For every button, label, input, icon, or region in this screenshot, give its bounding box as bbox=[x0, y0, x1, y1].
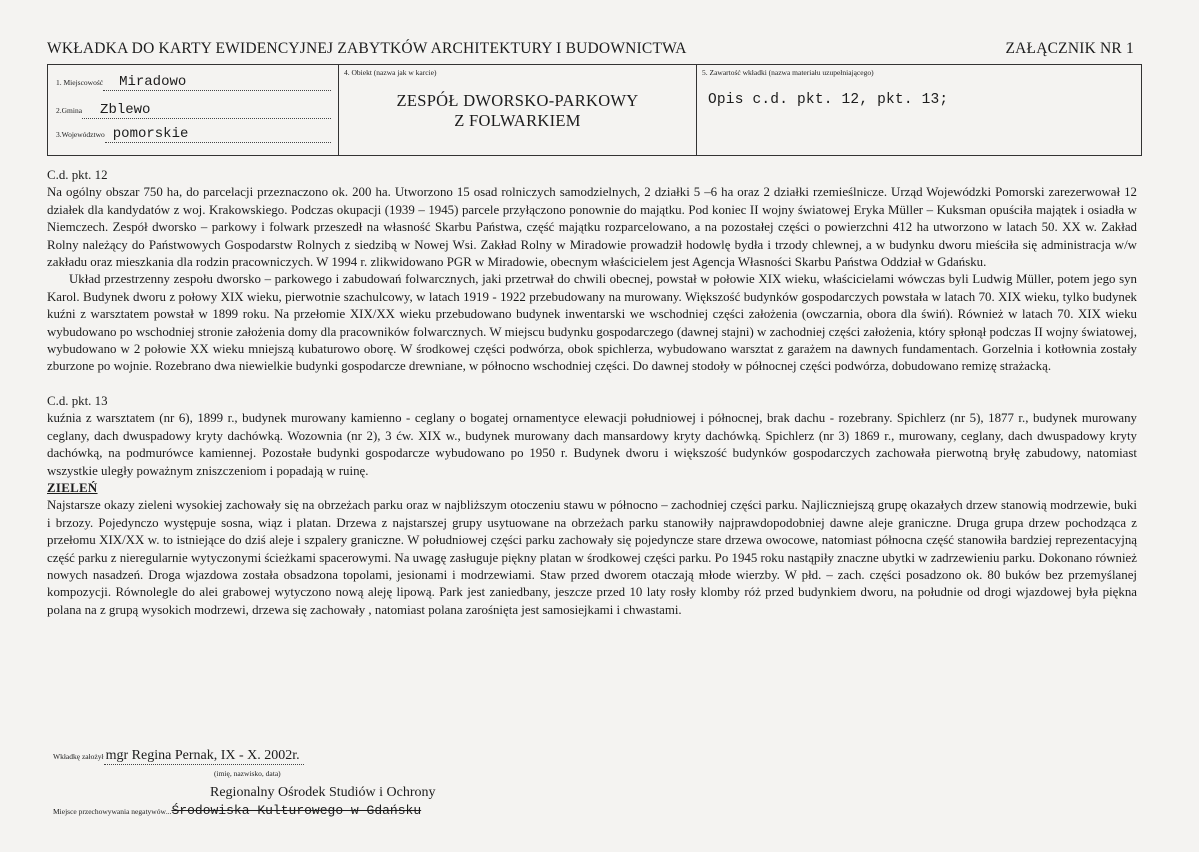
gmina-value: Zblewo bbox=[82, 103, 331, 119]
location-column bbox=[48, 65, 339, 155]
gmina-label: 2.Gmina bbox=[56, 106, 83, 115]
zielen-paragraph: Najstarsze okazy zieleni wysokiej zachowały się na obrzeżach parku oraz w najbliższym otoczeniu stawu w północno – zachodniej części parku. Najliczniejszą grupę okazałych drzew stanowią modrzewie, buki i brzozy. Pojedynczo występuje sosna, wiąz i platan. Drzewa z najstarszej grupy usytuowane na obrzeżach parku stanowiły najprawdopodobniej dawne aleje graniczne. Druga grupa drzew pochodząca z przełomu XIX/XX w. to istniejące do dziś aleje i szpalery graniczne. W południowej części parku zachowały się pojedyncze stare drzewa owocowe, natomiast północna część stanowiła bardziej reprezentacyjną część parku z nieregularnie wytyczonymi ścieżkami spacerowymi. Na uwagę zasługuje piękny platan w środkowej części parku. Po 1945 roku nastąpiły znaczne ubytki w zadrzewieniu parku. Dokonano również nowych nasadzeń. Droga wjazdowa została obsadzona topolami, jesionami i modrzewiami. Staw przed dworem otaczają młode wierzby. W płd. – zach. części posadzono ok. 80 buków bez przemyślanej kompozycji. Równolegle do alei grabowej wytyczono nową aleję lipową. Park jest zaniedbany, jeszcze przed 10 laty rosły klomby róż przed budynkiem dworu, na południe od drogi wjazdowej była piękna polana na z grupą wysokich modrzewi, drzewa się zachowały , natomiast polana zarośnięta jest samosiejkami i chwastami. bbox=[47, 498, 1137, 617]
miejscowosc-value: Miradowo bbox=[103, 75, 331, 91]
author-caption: (imię, nazwisko, data) bbox=[214, 769, 281, 778]
section12-heading: C.d. pkt. 12 bbox=[47, 168, 108, 182]
section12-paragraph1: Na ogólny obszar 750 ha, do parcelacji przeznaczono ok. 200 ha. Utworzono 15 osad rolniczych samodzielnych, 2 działki 5 –6 ha oraz 2 działki rzemieślnicze. Urząd Wojewódzki Pomorski zarezerwował 12 działek dla kandydatów z woj. Krakowskiego. Podczas okupacji (1939 – 1945) parcele przyłączono ponownie do majątku. Pod koniec II wojny światowej Eryka Müller – Kuksman opuściła majątek i osiadła w Niemczech. Zespół dworsko – parkowy i folwark przeszedł na własność Skarbu Państwa, część majątku rozparcelowano, a na pozostałej części o powierzchni 412 ha utworzono w latach 50. XX w. Zakład Rolny należący do Państwowych Gospodarstw Rolnych z siedzibą w Nowej Wsi. Zakład Rolny w Miradowie prowadził hodowlę bydła i trzody chlewnej, a w budynku dworu mieściła się administracja w/w zakładu oraz mieszkania dla rodzin pracowniczych. W 1994 r. zlikwidowano PGR w Miradowie, obecnym właścicielem jest Agencja Własności Skarbu Państwa Oddział w Gdańsku. bbox=[47, 185, 1137, 270]
document-header bbox=[47, 40, 1144, 58]
appendix-number: ZAŁĄCZNIK NR 1 bbox=[1005, 40, 1134, 57]
miejscowosc-label: 1. Miejscowość bbox=[56, 78, 104, 87]
section-gap bbox=[47, 376, 1137, 393]
wojewodztwo-value: pomorskie bbox=[105, 127, 331, 143]
storage-leader: ... bbox=[165, 807, 172, 816]
section13-paragraph1: kuźnia z warsztatem (nr 6), 1899 r., budynek murowany kamienno - ceglany o bogatej ornamentyce elewacji południowej i północnej, brak dachu - rozebrany. Spichlerz (nr 5), 1877 r., budynek murowany ceglany, dach dwuspadowy kryty dachówką. Wozownia (nr 2), 3 ćw. XIX w., budynek murowany dach mansardowy kryty dachówką. Spichlerz (nr 3) 1869 r., murowany, ceglany, dach dwuspadowy kryty dachówką, na podmurówce kamiennej. Pozostałe budynki gospodarcze wybudowano po 1950 r. Budynek dworu i większość budynków gospodarczych zachowała pierwotną bryłę zabudowy, natomiast wszystkie uległy poważnym zniszczeniom i popadają w ruinę. bbox=[47, 411, 1137, 478]
gmina-field bbox=[56, 103, 331, 119]
wojewodztwo-label: 3.Województwo bbox=[56, 130, 105, 139]
author-value: mgr Regina Pernak, IX - X. 2002r. bbox=[104, 748, 304, 765]
object-name-line1: ZESPÓŁ DWORSKO-PARKOWY bbox=[396, 91, 639, 110]
document-body bbox=[47, 167, 1137, 619]
section13-heading: C.d. pkt. 13 bbox=[47, 393, 108, 408]
contents-column bbox=[697, 65, 1141, 155]
zielen-heading: ZIELEŃ bbox=[47, 480, 98, 495]
storage-label: Miejsce przechowywania negatywów bbox=[53, 807, 166, 816]
miejscowosc-field bbox=[56, 75, 331, 91]
author-field bbox=[53, 748, 304, 765]
contents-label: 5. Zawartość wkładki (nazwa materiału uzupełniającego) bbox=[702, 68, 874, 77]
wojewodztwo-field bbox=[56, 127, 331, 143]
object-name bbox=[339, 91, 696, 131]
object-column bbox=[339, 65, 697, 155]
author-label: Wkładkę założył bbox=[53, 752, 104, 761]
storage-field bbox=[53, 803, 421, 818]
institution-line2: Środowiska Kulturowego w Gdańsku bbox=[171, 803, 422, 818]
document-title: WKŁADKA DO KARTY EWIDENCYJNEJ ZABYTKÓW ARCHITEKTURY I BUDOWNICTWA bbox=[47, 40, 687, 57]
object-name-line2: Z FOLWARKIEM bbox=[454, 111, 581, 130]
header-table bbox=[47, 64, 1142, 156]
section12-paragraph2: Układ przestrzenny zespołu dworsko – parkowego i zabudowań folwarcznych, jaki przetrwał do chwili obecnej, powstał w połowie XIX wieku, właścicielami wówczas byli Ludwig Müller, potem jego syn Karol. Budynek dworu z połowy XIX wieku, pierwotnie szachulcowy, w latach 1919 - 1922 przebudowany na murowany. Większość budynków gospodarczych powstała w latach 70. XIX wieku, tylko budynek kuźni z warsztatem powstał w 1899 roku. Na przełomie XIX/XX wieku przebudowano budynek inwentarski we wschodniej części założenia (owczarnia, obora dla świń). Również w latach 70. XIX wieku wybudowano po wschodniej stronie założenia domy dla pracowników folwarcznych. W miejscu budynku gospodarczego (dawnej stajni) w zachodniej części założenia, który spłonął podczas II wojny światowej, wybudowano w 2 połowie XX wieku mniejszą kubaturowo oborę. W środkowej części podwórza, obok spichlerza, wybudowano warsztat z garażem na dawnych fundamentach. Gorzelnia i kotłownia zostały zburzone po wojnie. Rozebrano dwa niewielkie budynki gospodarcze drewniane, w północno wschodniej części. Do dawnej stodoły w północnej części podwórza, dobudowano remizę strażacką. bbox=[47, 272, 1137, 374]
contents-value: Opis c.d. pkt. 12, pkt. 13; bbox=[708, 92, 949, 108]
institution-line1: Regionalny Ośrodek Studiów i Ochrony bbox=[210, 785, 436, 800]
object-label: 4. Obiekt (nazwa jak w karcie) bbox=[344, 68, 437, 77]
